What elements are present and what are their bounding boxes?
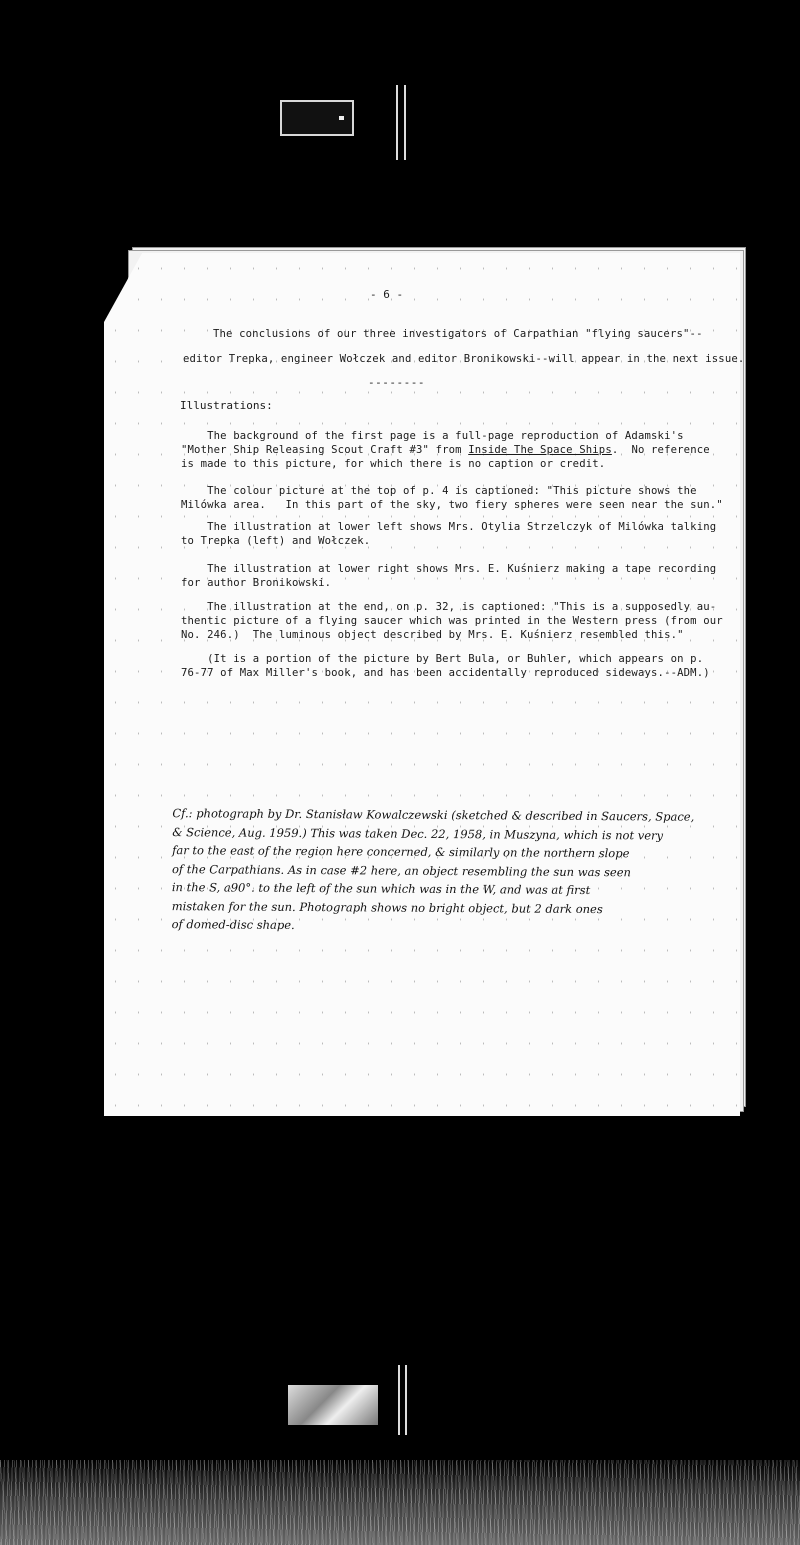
paragraph-line: No. 246.) The luminous object described by Mrs. E. Kuśnierz resembled this." bbox=[181, 629, 684, 641]
handwritten-line: far to the east of the region here concerned, & similarly on the northern slope bbox=[172, 843, 630, 861]
paragraph-line: Milówka area. In this part of the sky, two fiery spheres were seen near the sun." bbox=[181, 499, 723, 511]
paragraph-line: for author Bronikowski. bbox=[181, 577, 332, 589]
paragraph-line: (It is a portion of the picture by Bert Bula, or Buhler, which appears on p. bbox=[181, 653, 704, 665]
handwritten-line: of domed-disc shape. bbox=[171, 917, 295, 932]
paragraph-line: to Trepka (left) and Wołczek. bbox=[181, 535, 371, 547]
intro-line-1: The conclusions of our three investigators of Carpathian "flying saucers"-- bbox=[213, 328, 703, 340]
paragraph-line: 76-77 of Max Miller's book, and has been accidentally reproduced sideways.--ADM.) bbox=[181, 667, 710, 679]
intro-line-2: editor Trepka, engineer Wołczek and editor Bronikowski--will appear in the next issue. bbox=[183, 353, 745, 365]
handwritten-line: in the S, a90°. to the left of the sun which was in the W, and was at first bbox=[171, 880, 591, 898]
film-top-tab bbox=[280, 100, 354, 136]
film-noise-strip bbox=[0, 1460, 800, 1545]
page-number: - 6 - bbox=[370, 288, 404, 301]
illustrations-heading: Illustrations: bbox=[180, 399, 273, 412]
book-title: Inside The Space Ships bbox=[468, 444, 612, 456]
paragraph-line: The illustration at lower left shows Mrs. Otylia Strzelczyk of Milówka talking bbox=[181, 521, 717, 533]
film-top-rule bbox=[404, 85, 406, 160]
film-bottom-rule bbox=[405, 1365, 407, 1435]
handwritten-note bbox=[172, 804, 713, 937]
paragraph-line: The colour picture at the top of p. 4 is captioned: "This picture shows the bbox=[181, 485, 697, 497]
section-divider: -------- bbox=[368, 376, 425, 389]
film-top-rule bbox=[396, 85, 398, 160]
paragraph-line-part: "Mother Ship Releasing Scout Craft #3" from bbox=[181, 444, 469, 456]
paragraph-line: is made to this picture, for which there is no caption or credit. bbox=[181, 458, 606, 470]
paragraph-line bbox=[181, 443, 710, 457]
handwritten-line: Cf.: photograph by Dr. Stanisław Kowalczewski (sketched & described in Saucers, Space, bbox=[172, 806, 695, 824]
film-tab-dot bbox=[339, 116, 344, 120]
paragraph-line: The illustration at lower right shows Mrs. E. Kuśnierz making a tape recording bbox=[181, 563, 717, 575]
film-bottom-tab bbox=[288, 1385, 378, 1425]
paragraph-line-part: . No reference bbox=[611, 444, 710, 456]
film-bottom-rule bbox=[398, 1365, 400, 1435]
handwritten-line: of the Carpathians. As in case #2 here, an object resembling the sun was seen bbox=[171, 861, 632, 879]
paragraph-line: The background of the first page is a full-page reproduction of Adamski's bbox=[181, 430, 684, 442]
handwritten-line: & Science, Aug. 1959.) This was taken Dec. 22, 1958, in Muszyna, which is not very bbox=[172, 824, 664, 843]
paragraph-line: thentic picture of a flying saucer which was printed in the Western press (from our bbox=[181, 615, 723, 627]
handwritten-line: mistaken for the sun. Photograph shows no bright object, but 2 dark ones bbox=[171, 898, 603, 916]
paragraph-line: The illustration at the end, on p. 32, is captioned: "This is a supposedly au- bbox=[181, 601, 717, 613]
